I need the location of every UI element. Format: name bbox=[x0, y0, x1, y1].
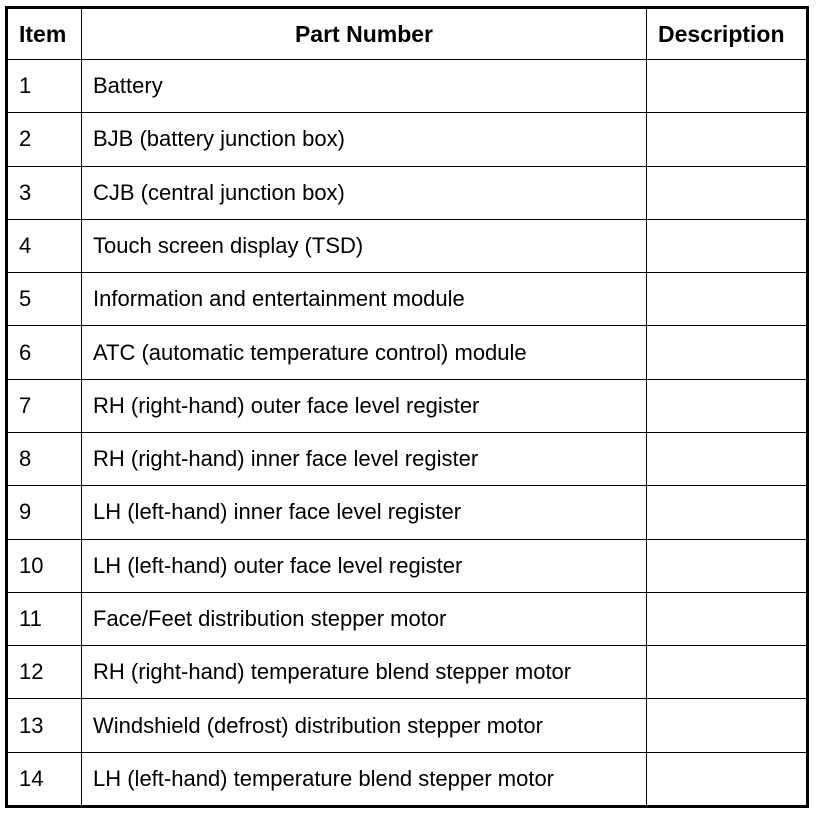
table-row bbox=[7, 539, 808, 592]
table-row bbox=[7, 752, 808, 806]
table-row bbox=[7, 326, 808, 379]
part-number-cell: BJB (battery junction box) bbox=[82, 113, 647, 166]
item-cell: 6 bbox=[7, 326, 82, 379]
description-cell bbox=[647, 752, 808, 806]
table-row bbox=[7, 646, 808, 699]
description-cell bbox=[647, 699, 808, 752]
item-cell: 12 bbox=[7, 646, 82, 699]
parts-table bbox=[5, 6, 809, 808]
part-number-cell: Face/Feet distribution stepper motor bbox=[82, 592, 647, 645]
table-row bbox=[7, 113, 808, 166]
table-row bbox=[7, 273, 808, 326]
description-cell bbox=[647, 379, 808, 432]
item-cell: 2 bbox=[7, 113, 82, 166]
part-number-cell: LH (left-hand) temperature blend stepper motor bbox=[82, 752, 647, 806]
part-number-cell: RH (right-hand) outer face level register bbox=[82, 379, 647, 432]
description-cell bbox=[647, 166, 808, 219]
item-cell: 10 bbox=[7, 539, 82, 592]
part-number-cell: RH (right-hand) temperature blend stepper motor bbox=[82, 646, 647, 699]
part-number-cell: LH (left-hand) inner face level register bbox=[82, 486, 647, 539]
table-row bbox=[7, 379, 808, 432]
item-cell: 11 bbox=[7, 592, 82, 645]
table-row bbox=[7, 219, 808, 272]
description-cell bbox=[647, 539, 808, 592]
item-cell: 9 bbox=[7, 486, 82, 539]
header-part-number: Part Number bbox=[82, 8, 647, 60]
table-row bbox=[7, 592, 808, 645]
description-cell bbox=[647, 432, 808, 485]
header-row bbox=[7, 8, 808, 60]
description-cell bbox=[647, 219, 808, 272]
part-number-cell: ATC (automatic temperature control) module bbox=[82, 326, 647, 379]
table-row bbox=[7, 432, 808, 485]
item-cell: 5 bbox=[7, 273, 82, 326]
table-row bbox=[7, 166, 808, 219]
item-cell: 4 bbox=[7, 219, 82, 272]
description-cell bbox=[647, 592, 808, 645]
description-cell bbox=[647, 486, 808, 539]
table-row bbox=[7, 486, 808, 539]
table-body bbox=[7, 60, 808, 807]
header-item: Item bbox=[7, 8, 82, 60]
part-number-cell: LH (left-hand) outer face level register bbox=[82, 539, 647, 592]
item-cell: 1 bbox=[7, 60, 82, 113]
description-cell bbox=[647, 646, 808, 699]
header-description: Description bbox=[647, 8, 808, 60]
description-cell bbox=[647, 273, 808, 326]
item-cell: 7 bbox=[7, 379, 82, 432]
item-cell: 13 bbox=[7, 699, 82, 752]
part-number-cell: CJB (central junction box) bbox=[82, 166, 647, 219]
table-header bbox=[7, 8, 808, 60]
item-cell: 14 bbox=[7, 752, 82, 806]
table-row bbox=[7, 60, 808, 113]
table-row bbox=[7, 699, 808, 752]
item-cell: 3 bbox=[7, 166, 82, 219]
part-number-cell: Battery bbox=[82, 60, 647, 113]
description-cell bbox=[647, 60, 808, 113]
part-number-cell: Windshield (defrost) distribution stepper motor bbox=[82, 699, 647, 752]
description-cell bbox=[647, 326, 808, 379]
part-number-cell: RH (right-hand) inner face level register bbox=[82, 432, 647, 485]
part-number-cell: Touch screen display (TSD) bbox=[82, 219, 647, 272]
part-number-cell: Information and entertainment module bbox=[82, 273, 647, 326]
item-cell: 8 bbox=[7, 432, 82, 485]
description-cell bbox=[647, 113, 808, 166]
